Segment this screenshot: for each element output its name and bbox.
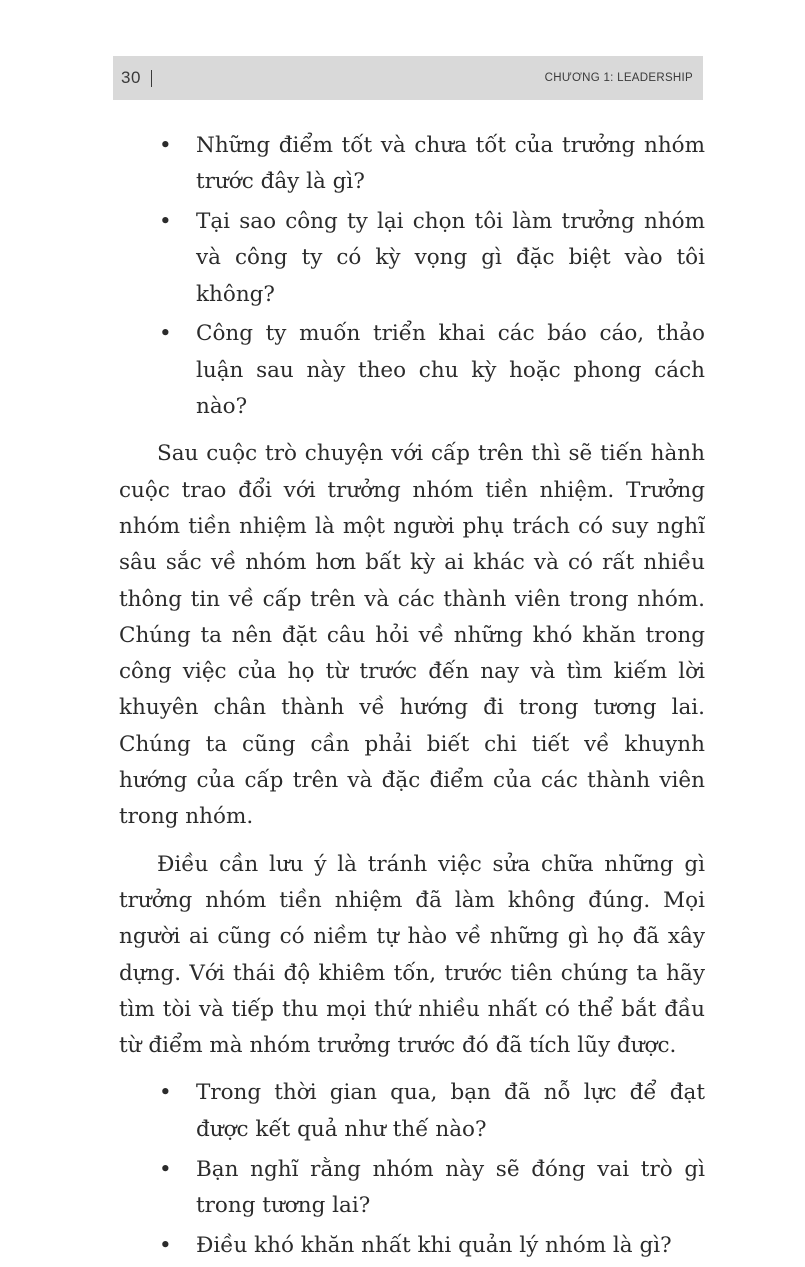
list-item: • Công ty muốn triển khai các báo cáo, thảo luận sau này theo chu kỳ hoặc phong cách nào? xyxy=(119,316,705,425)
bullet-icon: • xyxy=(159,1232,172,1258)
page-body xyxy=(119,128,705,1267)
list-item: • Tại sao công ty lại chọn tôi làm trưởng nhóm và công ty có kỳ vọng gì đặc biệt vào tôi không? xyxy=(119,204,705,313)
header-separator xyxy=(151,70,152,87)
page-number: 30 xyxy=(121,68,141,87)
paragraph: Điều cần lưu ý là tránh việc sửa chữa những gì trưởng nhóm tiền nhiệm đã làm không đúng. Mọi người ai cũng có niềm tự hào về những gì họ đã xây dựng. Với thái độ khiêm tốn, trước tiên chúng ta hãy tìm tòi và tiếp thu mọi thứ nhiều nhất có thể bắt đầu từ điểm mà nhóm trưởng trước đó đã tích lũy được. xyxy=(119,851,705,1059)
bullet-icon: • xyxy=(159,321,172,347)
list-item: • Bạn nghĩ rằng nhóm này sẽ đóng vai trò gì trong tương lai? xyxy=(119,1152,705,1225)
bullet-icon: • xyxy=(159,133,172,158)
chapter-title: CHƯƠNG 1: LEADERSHIP xyxy=(544,72,693,84)
bullet-list-2 xyxy=(119,1075,705,1263)
list-item: • Những điểm tốt và chưa tốt của trưởng nhóm trước đây là gì? xyxy=(119,128,705,201)
bullet-icon: • xyxy=(159,1156,172,1182)
list-item: • Điều khó khăn nhất khi quản lý nhóm là gì? xyxy=(119,1228,705,1264)
bullet-list-1 xyxy=(119,128,705,425)
list-item: • Trong thời gian qua, bạn đã nỗ lực để đạt được kết quả như thế nào? xyxy=(119,1075,705,1148)
bullet-icon: • xyxy=(159,1080,172,1106)
running-header xyxy=(113,56,703,100)
page-number-block xyxy=(121,68,152,88)
paragraph: Sau cuộc trò chuyện với cấp trên thì sẽ tiến hành cuộc trao đổi với trưởng nhóm tiền nhiệm. Trưởng nhóm tiền nhiệm là một người phụ trách có suy nghĩ sâu sắc về nhóm hơn bất kỳ ai khác và có rất nhiều thông tin về cấp trên và các thành viên trong nhóm. Chúng ta nên đặt câu hỏi về những khó khăn trong công việc của họ từ trước đến nay và tìm kiếm lời khuyên chân thành về hướng đi trong tương lai. Chúng ta cũng cần phải biết chi tiết về khuynh hướng của cấp trên và đặc điểm của các thành viên trong nhóm. xyxy=(119,441,705,830)
bullet-icon: • xyxy=(159,209,172,235)
